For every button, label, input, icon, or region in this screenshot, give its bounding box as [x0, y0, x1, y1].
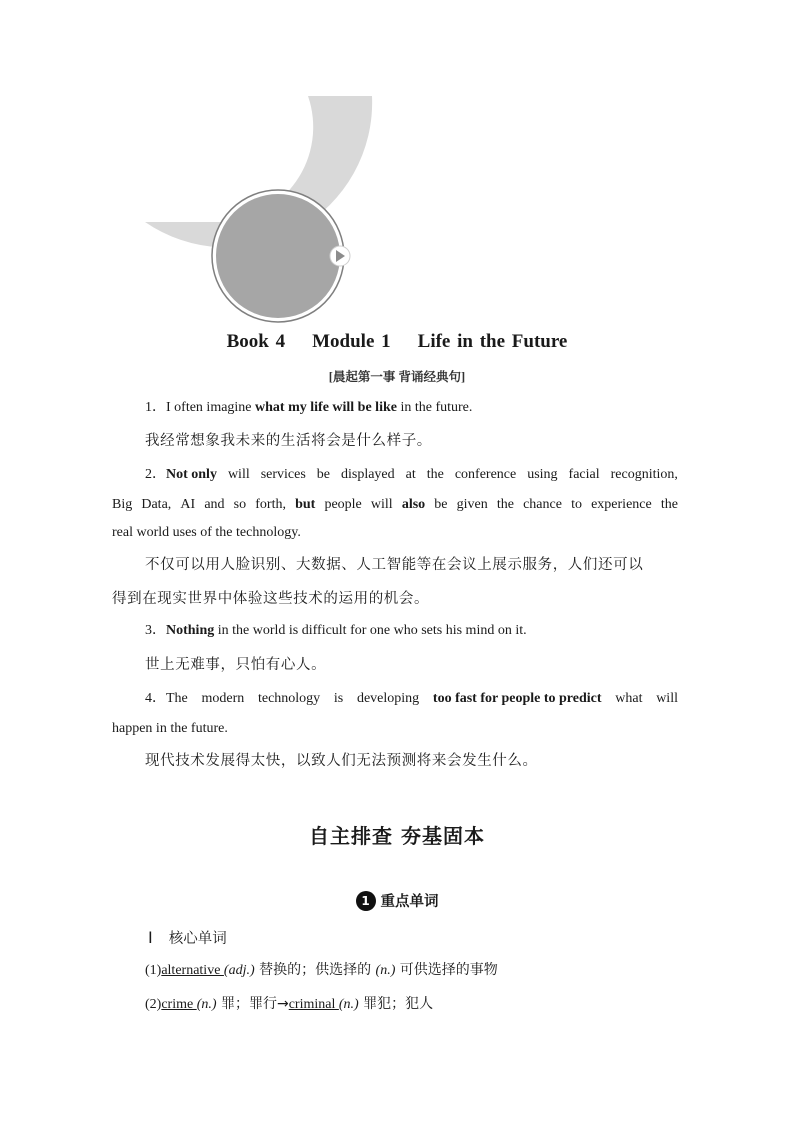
sentence-text: in the world is difficult for one who sets his mind on it.: [214, 623, 527, 638]
word: Data,: [141, 497, 172, 512]
word: people: [324, 497, 362, 512]
roman-numeral: Ⅰ: [148, 930, 153, 947]
word: The: [166, 691, 188, 706]
sentence-4-en-line-2: happen in the future.: [112, 721, 228, 736]
sentence-4-zh: 现代技术发展得太快，以致人们无法预测将来会发生什么。: [145, 753, 538, 769]
word: conference: [454, 467, 517, 482]
part-of-speech: (n.): [338, 997, 359, 1012]
vocab-number: (1): [145, 963, 162, 978]
word: experience: [591, 497, 652, 512]
word: services: [260, 467, 306, 482]
key-words-label: 重点单词: [380, 894, 439, 910]
word: Big: [112, 497, 133, 512]
vocab-item-2: [145, 994, 433, 1015]
sentence-2-en-line-2: [112, 495, 678, 515]
word: using: [527, 467, 558, 482]
sentence-2-en-line-1: [145, 465, 678, 485]
sentence-2-zh-line-2: 得到在现实世界中体验这些技术的运用的机会。: [112, 591, 430, 607]
word: technology: [257, 691, 321, 706]
sentence-1-zh: 我经常想象我未来的生活将会是什么样子。: [145, 433, 432, 449]
page-subtitle: [晨起第一事 背诵经典句]: [328, 370, 466, 384]
sentence-3-en: [145, 621, 678, 641]
word: the: [660, 497, 678, 512]
word: developing: [356, 691, 420, 706]
vocab-number: (2): [145, 997, 162, 1012]
word: the: [426, 467, 444, 482]
word: modern: [201, 691, 245, 706]
sentence-4-line-1-lead: [145, 689, 188, 709]
word: to: [571, 497, 582, 512]
sentence-1-en: [145, 398, 678, 418]
sentence-text: in the future.: [396, 400, 473, 415]
vocab-derived-word: criminal: [288, 997, 339, 1012]
decorative-circle-inner: [216, 194, 340, 318]
word: at: [405, 467, 416, 482]
sentence-2-line-1-lead: [145, 465, 217, 485]
word: so: [233, 497, 247, 512]
sentence-text: I often imagine: [166, 400, 256, 415]
sentence-number: 2．: [145, 467, 166, 482]
vocab-item-1: [145, 960, 498, 981]
sentence-key-phrase: what my life will be like: [255, 400, 397, 415]
sentence-number: 4．: [145, 691, 166, 706]
sentence-key-phrase: too fast for people to predict: [432, 691, 602, 706]
vocab-word: crime: [161, 997, 197, 1012]
sentence-2-zh-line-1: 不仅可以用人脸识别、大数据、人工智能等在会议上展示服务，人们还可以: [145, 557, 644, 573]
part-of-speech: (n.): [375, 963, 396, 978]
vocab-meaning: 罪；罪行→: [216, 996, 289, 1012]
word: will: [370, 497, 393, 512]
word: be: [434, 497, 448, 512]
sentence-number: 1．: [145, 400, 166, 415]
vocab-meaning: 罪犯；犯人: [358, 996, 434, 1012]
core-words-label: 核心单词: [168, 931, 227, 947]
word: displayed: [340, 467, 395, 482]
page-title: Book 4 Module 1 Life in the Future: [226, 331, 568, 352]
sentence-4-en-line-1: [145, 689, 678, 709]
word: and: [204, 497, 225, 512]
sentence-key-phrase: but: [295, 497, 316, 512]
sentence-number: 3．: [145, 623, 166, 638]
word: what: [615, 691, 643, 706]
number-badge-icon: 1: [356, 891, 376, 911]
word: chance: [523, 497, 562, 512]
vocab-meaning: 可供选择的事物: [395, 962, 498, 978]
sentence-key-phrase: Not only: [166, 467, 217, 482]
section-title: 自主排查 夯基固本: [309, 824, 485, 848]
word: be: [316, 467, 330, 482]
sentence-3-zh: 世上无难事，只怕有心人。: [145, 657, 327, 673]
word: forth,: [255, 497, 286, 512]
word: facial: [568, 467, 600, 482]
key-words-heading: [0, 890, 794, 911]
vocab-word: alternative: [161, 963, 224, 978]
word: will: [227, 467, 250, 482]
word: the: [496, 497, 514, 512]
sentence-2-en-line-3: real world uses of the technology.: [112, 525, 301, 540]
word: is: [333, 691, 344, 706]
sentence-key-phrase: Nothing: [166, 623, 215, 638]
decorative-header-graphic: [0, 0, 794, 340]
core-words-heading: [148, 927, 227, 948]
vocab-meaning: 替换的；供选择的: [254, 962, 376, 978]
word: given: [456, 497, 488, 512]
word: recognition,: [610, 467, 678, 482]
word: will: [656, 691, 678, 706]
word: AI: [180, 497, 196, 512]
part-of-speech: (adj.): [223, 963, 255, 978]
part-of-speech: (n.): [196, 997, 217, 1012]
sentence-key-phrase: also: [401, 497, 426, 512]
